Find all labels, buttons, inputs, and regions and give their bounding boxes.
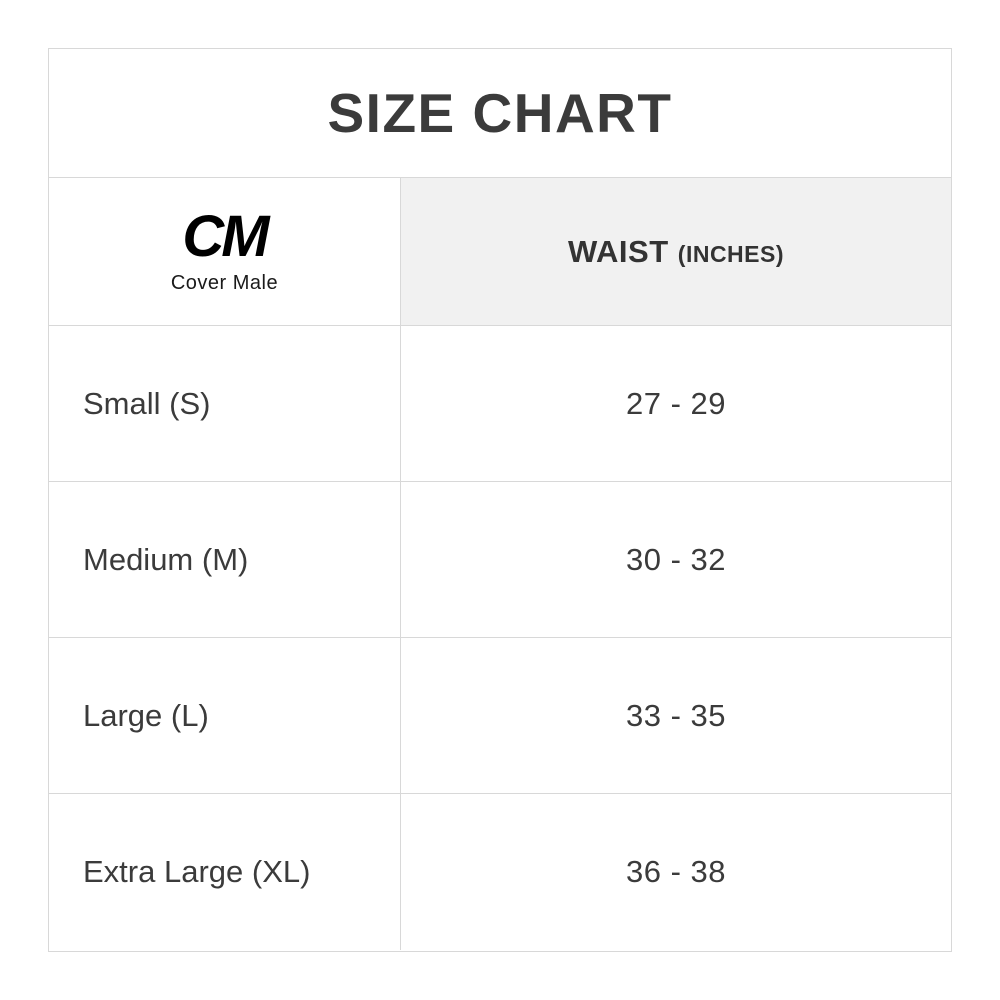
page-title: SIZE CHART — [327, 82, 673, 144]
size-cell — [49, 326, 401, 481]
size-label: Small (S) — [83, 385, 211, 421]
table-row — [49, 482, 951, 638]
size-label: Medium (M) — [83, 541, 249, 577]
waist-value: 30 - 32 — [625, 541, 726, 577]
size-cell — [49, 794, 401, 950]
measurement-header-label — [568, 234, 784, 270]
waist-value: 36 - 38 — [625, 854, 726, 889]
measurement-unit: (INCHES) — [677, 240, 785, 267]
table-row — [49, 638, 951, 794]
size-cell — [49, 638, 401, 793]
chart-title-row — [49, 49, 951, 178]
size-cell — [49, 482, 401, 637]
brand-logo-mark: CM — [182, 204, 267, 269]
measurement-header-cell — [401, 178, 951, 325]
brand-cell — [49, 178, 401, 325]
waist-value: 33 - 35 — [625, 697, 726, 733]
size-label: Large (L) — [83, 697, 209, 733]
waist-cell — [401, 482, 951, 637]
table-header-row — [49, 178, 951, 326]
waist-cell — [401, 326, 951, 481]
waist-value: 27 - 29 — [625, 385, 726, 421]
brand-name: Cover Male — [170, 272, 279, 294]
table-row — [49, 326, 951, 482]
waist-cell — [401, 638, 951, 793]
size-chart-table — [48, 48, 952, 952]
measurement-name: WAIST — [567, 233, 669, 269]
size-label: Extra Large (XL) — [83, 854, 311, 889]
table-row — [49, 794, 951, 950]
waist-cell — [401, 794, 951, 950]
